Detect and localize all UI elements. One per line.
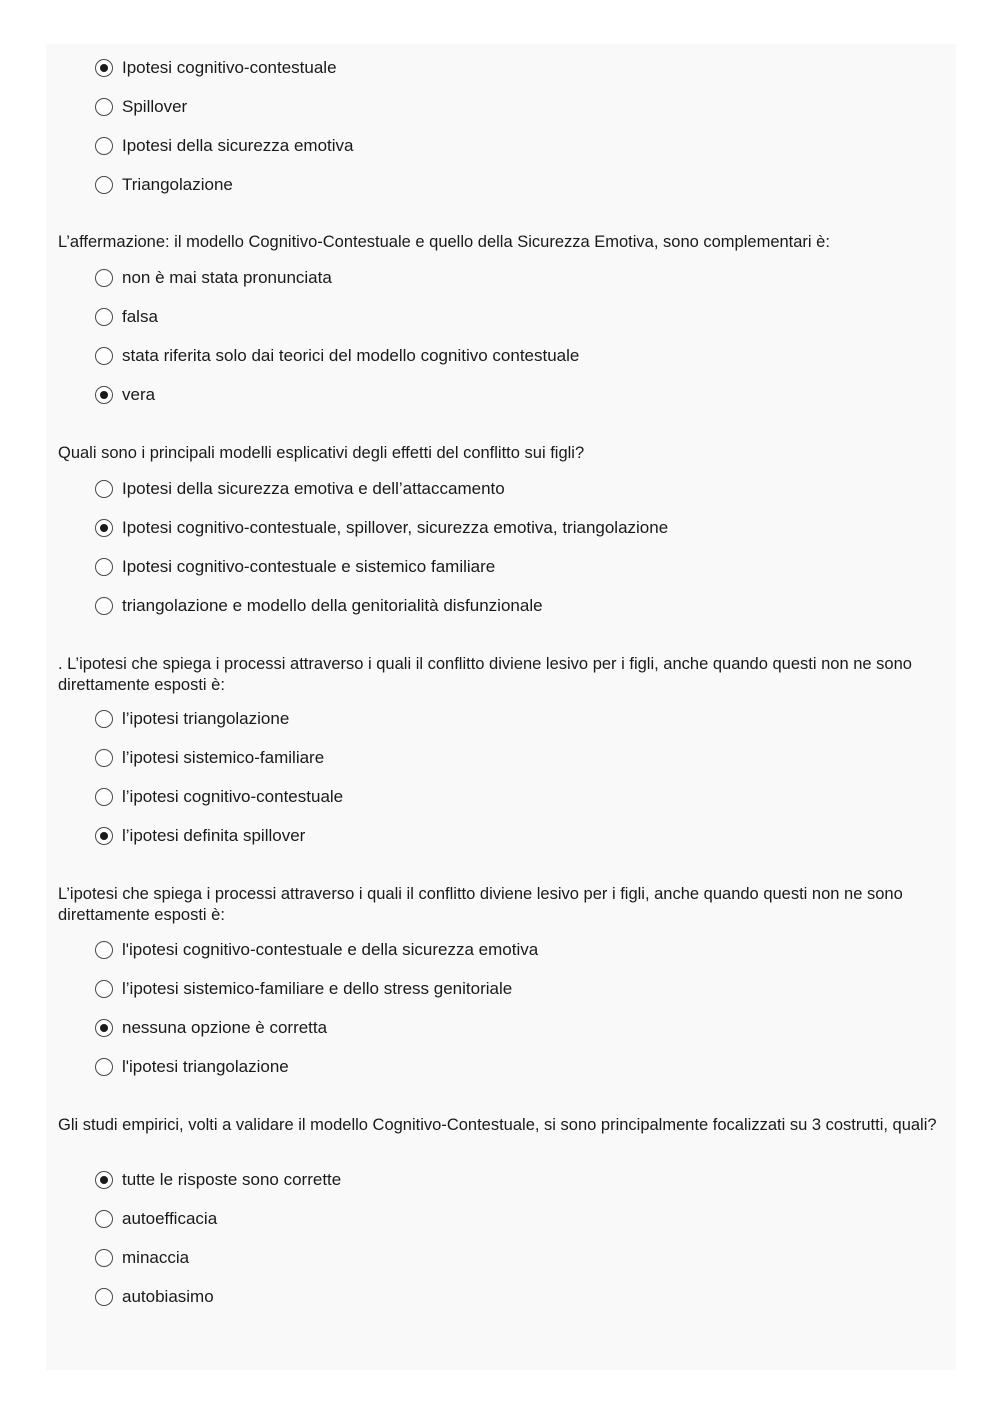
- option-q6-a[interactable]: [95, 1168, 341, 1192]
- option-q2-c[interactable]: [95, 344, 579, 368]
- radio-dot-icon: [100, 1176, 108, 1184]
- question-text: Gli studi empirici, volti a validare il modello Cognitivo-Contestuale, si sono principalmente focalizzati su 3 costrutti, quali?: [58, 1116, 937, 1134]
- question-text: Quali sono i principali modelli esplicativi degli effetti del conflitto sui figli?: [58, 444, 585, 462]
- option-label: triangolazione e modello della genitorialità disfunzionale: [122, 596, 543, 615]
- option-label: autobiasimo: [122, 1287, 214, 1306]
- option-q3-b[interactable]: [95, 516, 668, 540]
- option-label: Ipotesi della sicurezza emotiva e dell’attaccamento: [122, 479, 505, 498]
- option-q6-b[interactable]: [95, 1207, 217, 1231]
- option-q3-d[interactable]: [95, 594, 543, 618]
- option-label: Ipotesi cognitivo-contestuale e sistemico familiare: [122, 557, 496, 576]
- option-q6-c[interactable]: [95, 1246, 189, 1270]
- option-q3-c[interactable]: [95, 555, 495, 579]
- question-text: L’affermazione: il modello Cognitivo-Contestuale e quello della Sicurezza Emotiva, sono complementari è:: [58, 233, 830, 251]
- radio-button[interactable]: [95, 269, 113, 287]
- option-label: l'ipotesi cognitivo-contestuale e della sicurezza emotiva: [122, 940, 539, 959]
- option-q4-a[interactable]: [95, 707, 289, 731]
- option-q2-b[interactable]: [95, 305, 158, 329]
- option-label: minaccia: [122, 1248, 190, 1267]
- radio-button[interactable]: [95, 1249, 113, 1267]
- option-label: tutte le risposte sono corrette: [122, 1170, 342, 1189]
- option-q5-d[interactable]: [95, 1055, 289, 1079]
- option-label: l’ipotesi sistemico-familiare: [122, 748, 325, 767]
- option-q5-a[interactable]: [95, 938, 538, 962]
- radio-button[interactable]: [95, 308, 113, 326]
- radio-dot-icon: [100, 391, 108, 399]
- radio-dot-icon: [100, 64, 108, 72]
- radio-button[interactable]: [95, 749, 113, 767]
- option-q4-d[interactable]: [95, 824, 305, 848]
- option-q5-b[interactable]: [95, 977, 512, 1001]
- radio-button[interactable]: [95, 386, 113, 404]
- option-q5-c[interactable]: [95, 1016, 327, 1040]
- option-label: nessuna opzione è corretta: [122, 1018, 328, 1037]
- option-label: l’ipotesi sistemico-familiare e dello stress genitoriale: [122, 979, 513, 998]
- radio-button[interactable]: [95, 176, 113, 194]
- radio-button[interactable]: [95, 827, 113, 845]
- option-label: Ipotesi cognitivo-contestuale, spillover, sicurezza emotiva, triangolazione: [122, 518, 669, 537]
- question-text: . L’ipotesi che spiega i processi attraverso i quali il conflitto diviene lesivo per i figli, anche quando questi non ne sono direttamente esposti è:: [58, 655, 912, 694]
- radio-dot-icon: [100, 524, 108, 532]
- option-q1-d[interactable]: [95, 173, 233, 197]
- radio-button[interactable]: [95, 137, 113, 155]
- option-label: autoefficacia: [122, 1209, 218, 1228]
- option-q1-a[interactable]: [95, 56, 337, 80]
- option-label: vera: [122, 385, 156, 404]
- radio-button[interactable]: [95, 1288, 113, 1306]
- option-q4-b[interactable]: [95, 746, 324, 770]
- option-label: l’ipotesi triangolazione: [122, 709, 290, 728]
- radio-dot-icon: [100, 832, 108, 840]
- radio-button[interactable]: [95, 480, 113, 498]
- radio-button[interactable]: [95, 519, 113, 537]
- option-q2-d[interactable]: [95, 383, 155, 407]
- radio-button[interactable]: [95, 98, 113, 116]
- option-label: Spillover: [122, 97, 188, 116]
- option-label: Ipotesi cognitivo-contestuale: [122, 58, 337, 77]
- radio-button[interactable]: [95, 980, 113, 998]
- option-q2-a[interactable]: [95, 266, 332, 290]
- radio-button[interactable]: [95, 1019, 113, 1037]
- option-label: non è mai stata pronunciata: [122, 268, 332, 287]
- option-q3-a[interactable]: [95, 477, 505, 501]
- question-text: L’ipotesi che spiega i processi attraverso i quali il conflitto diviene lesivo per i figli, anche quando questi non ne sono direttamente esposti è:: [58, 885, 903, 924]
- option-label: Triangolazione: [122, 175, 233, 194]
- option-label: Ipotesi della sicurezza emotiva: [122, 136, 354, 155]
- radio-button[interactable]: [95, 1058, 113, 1076]
- option-q1-b[interactable]: [95, 95, 187, 119]
- option-label: falsa: [122, 307, 158, 326]
- option-label: l’ipotesi definita spillover: [122, 826, 306, 845]
- radio-button[interactable]: [95, 597, 113, 615]
- radio-button[interactable]: [95, 1210, 113, 1228]
- radio-button[interactable]: [95, 347, 113, 365]
- radio-button[interactable]: [95, 59, 113, 77]
- option-label: l'ipotesi triangolazione: [122, 1057, 289, 1076]
- radio-dot-icon: [100, 1024, 108, 1032]
- radio-button[interactable]: [95, 710, 113, 728]
- radio-button[interactable]: [95, 941, 113, 959]
- option-q4-c[interactable]: [95, 785, 343, 809]
- option-label: stata riferita solo dai teorici del modello cognitivo contestuale: [122, 346, 580, 365]
- radio-button[interactable]: [95, 558, 113, 576]
- option-q1-c[interactable]: [95, 134, 354, 158]
- radio-button[interactable]: [95, 788, 113, 806]
- option-q6-d[interactable]: [95, 1285, 214, 1309]
- option-label: l’ipotesi cognitivo-contestuale: [122, 787, 344, 806]
- radio-button[interactable]: [95, 1171, 113, 1189]
